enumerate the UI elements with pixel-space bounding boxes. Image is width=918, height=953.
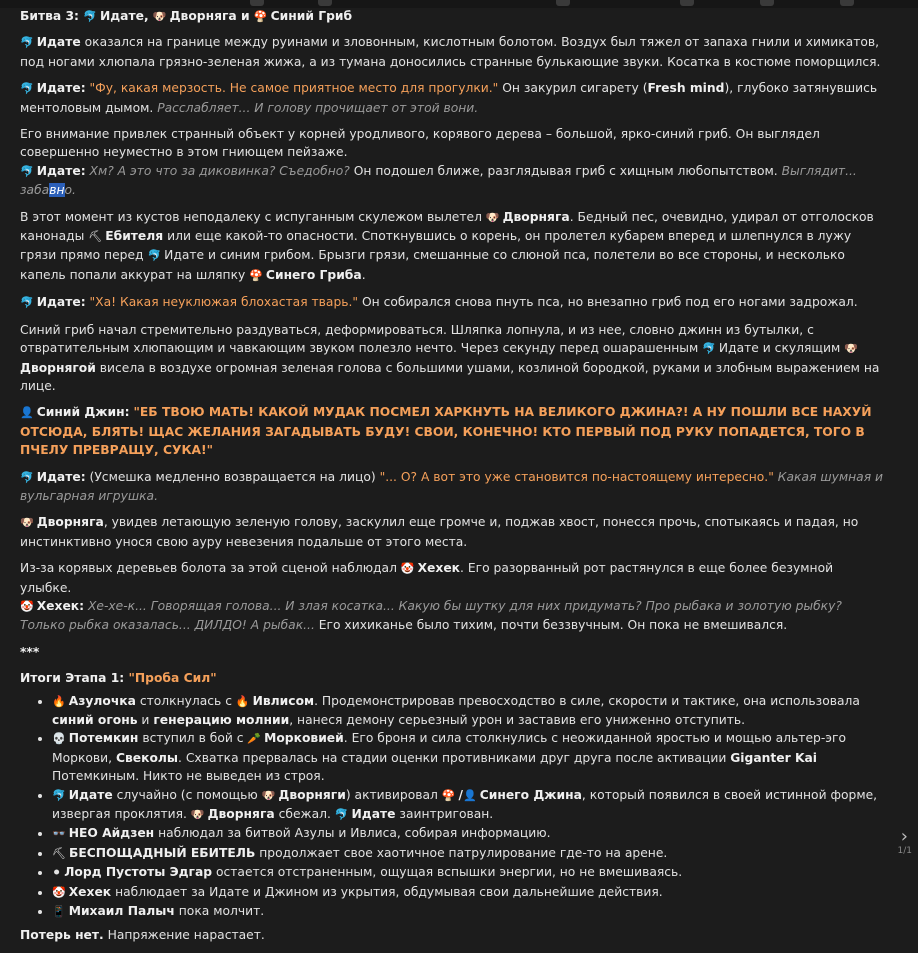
paragraph-7	[20, 403, 888, 459]
whale-icon: 🐬	[147, 249, 162, 263]
whale-icon: 🐬	[334, 808, 349, 822]
dog-icon: 🐶	[152, 10, 167, 23]
carrot-icon: 🥕	[247, 732, 262, 746]
whale-icon: 🐬	[52, 788, 66, 802]
paragraph-10	[20, 559, 888, 635]
toolbar-button-icon[interactable]	[840, 0, 854, 6]
narration: вступил в бой с	[138, 731, 248, 746]
list-item	[52, 883, 888, 902]
thought-text: Выглядит... заба	[20, 163, 857, 198]
char-name: Идате	[351, 807, 396, 822]
paragraph-2	[20, 79, 888, 117]
summary-list	[20, 692, 888, 922]
char-name: Лорд Пустоты Эдгар	[64, 865, 213, 880]
paragraph-6	[20, 321, 888, 396]
mushroom-icon: 🍄	[441, 788, 456, 802]
char-name: Синего Гриба	[265, 267, 362, 282]
summary-heading	[20, 669, 888, 687]
whale-icon: 🐬	[20, 164, 34, 178]
char-name: Идате	[68, 787, 113, 802]
narration: случайно (с помощью	[112, 787, 262, 802]
narration: наблюдал за битвой Азулы и Ивлиса, собирая информацию.	[154, 826, 551, 841]
footer-bold: Потерь нет.	[20, 928, 104, 943]
dog-icon: 🐶	[261, 788, 276, 802]
dog-icon: 🐶	[844, 342, 858, 356]
title-idate: Идате	[99, 9, 144, 23]
char-name: Дворняга	[207, 807, 275, 822]
list-item	[52, 824, 888, 843]
title-and: и	[236, 9, 254, 23]
char-name: Дворняга	[36, 515, 104, 530]
clown-icon: 🤡	[400, 562, 415, 576]
narration: Он подошел ближе, разглядывая гриб с хищным любопытством.	[349, 163, 782, 178]
fire-icon: 🔥	[235, 694, 250, 708]
dog-icon: 🐶	[20, 516, 34, 530]
narration: , нанеся демону серьезный урон и заставив его униженно отступить.	[289, 713, 746, 727]
genie-icon: 👤	[20, 406, 34, 420]
narration: . Его разорванный рот растянулся в еще более безумной улыбке.	[20, 561, 834, 595]
skull-icon: 💀	[52, 732, 66, 746]
list-item	[52, 692, 888, 730]
title-comma: ,	[143, 9, 153, 23]
char-name: Ебителя	[105, 229, 164, 244]
clown-icon: 🤡	[20, 599, 34, 613]
narration: или еще какой-то опасности. Споткнувшись о корень, он пролетел кубарем вперед и шлепнулся в лужу грязи прямо перед	[20, 229, 852, 263]
toolbar-button-icon[interactable]	[250, 0, 264, 6]
battle-title	[20, 7, 888, 26]
char-name: Хехек	[68, 884, 112, 899]
narration: Он закурил сигарету (	[498, 81, 648, 96]
ability-name: Giganter Kai	[730, 750, 817, 765]
narration: ) активировал	[345, 787, 442, 802]
char-name: Дворняги	[278, 787, 346, 802]
mushroom-icon: 🍄	[253, 10, 268, 23]
char-name: Хехек	[417, 561, 461, 576]
narration: сбежал.	[274, 807, 335, 822]
narration: . Бедный пес, очевидно, удирал от отголосков канонады	[20, 209, 874, 244]
narration: . Его броня и сила столкнулись с неожиданной яростью и мощью альтер-эго Моркови,	[52, 731, 846, 765]
pickaxe-icon: ⛏	[52, 846, 66, 860]
separator	[20, 643, 888, 661]
clown-icon: 🤡	[52, 885, 66, 899]
chevron-right-icon[interactable]: ›	[900, 826, 908, 847]
dialogue-quote: "... О? А вот это уже становится по-настоящему интересно."	[379, 469, 774, 484]
title-dvornyaga: Дворняга	[169, 9, 237, 23]
whale-icon: 🐬	[702, 342, 716, 356]
void-orb-icon: ⚫	[52, 866, 62, 880]
whale-icon: 🐬	[20, 36, 34, 50]
footer-text: Напряжение нарастает.	[103, 928, 265, 943]
char-name: Азулочка	[68, 693, 136, 708]
narration: ), глубоко затянувшись ментоловым дымом.	[20, 81, 878, 115]
toolbar-button-icon[interactable]	[556, 0, 570, 6]
glasses-icon: 👓	[52, 827, 66, 841]
narration: . Схватка прервалась на стадии оценки противниками друг друга после активации	[178, 750, 731, 765]
message-content	[20, 7, 888, 953]
narration: .	[361, 267, 366, 282]
dialogue-quote: "ЕБ ТВОЮ МАТЬ! КАКОЙ МУДАК ПОСМЕЛ ХАРКНУТЬ НА ВЕЛИКОГО ДЖИНА?! А НУ ПОШЛИ ВСЕ НАХУЙ ОТСЮДА, БЛЯТЬ! ЩАС ЖЕЛАНИЯ ЗАГАДЫВАТЬ БУДУ! СВОИ, КОНЕЧНО! КТО ПЕРВЫЙ ПОД РУКУ ПОПАДЕТСЯ, ТОГО В ПЧЕЛУ ПРЕВРАЩУ, СУКА!"	[20, 405, 872, 458]
footer-line	[20, 926, 888, 944]
char-name: Дворняга	[502, 209, 570, 224]
narration: Он собирался снова пнуть пса, но внезапно гриб под его ногами задрожал.	[358, 295, 858, 310]
pickaxe-icon: ⛏	[88, 230, 103, 244]
list-item	[52, 844, 888, 863]
list-item	[52, 729, 888, 785]
char-name: Идате:	[36, 163, 86, 178]
char-name: Хехек:	[36, 598, 85, 613]
title-prefix: Битва 3:	[20, 9, 84, 23]
char-name: БЕСПОЩАДНЫЙ ЕБИТЕЛЬ	[68, 845, 256, 860]
narration: Синий гриб начал стремительно раздуваться, деформироваться. Шляпка лопнула, и из нее, словно джинн из бутылки, с отвратительным хлюпающим и чавкающим звуком полезло нечто. Через секунду перед ошарашенным	[20, 322, 814, 356]
char-name: Свеколы	[115, 750, 179, 765]
char-name: Идате:	[36, 469, 86, 484]
thought-text: Какая шумная и вульгарная игрушка.	[20, 469, 883, 503]
paragraph-5	[20, 293, 888, 312]
narration: и скулящим	[758, 341, 845, 356]
paragraph-8	[20, 468, 888, 506]
char-name: Идате:	[36, 295, 86, 310]
list-item	[52, 902, 888, 921]
narration: (Усмешка медленно возвращается на лицо)	[85, 469, 380, 484]
narration: заинтригован.	[395, 807, 494, 822]
narration: , который появился в своей истинной форме, извергая проклятия.	[52, 787, 878, 822]
narration: и синим грибом. Брызги грязи, смешанные со слюной пса, полетели во все стороны, и несколько капель попали аккурат на шляпку	[20, 248, 845, 282]
paragraph-9	[20, 513, 888, 551]
title-grib: Синий Гриб	[270, 9, 353, 23]
page-indicator: 1/1	[897, 845, 912, 856]
narration: В этот момент из кустов неподалеку с испуганным скулежом вылетел	[20, 209, 486, 224]
toolbar-button-icon[interactable]	[680, 0, 694, 6]
narration: столкнулась с	[135, 693, 236, 708]
toolbar-button-icon[interactable]	[760, 0, 774, 6]
whale-icon: 🐬	[20, 470, 34, 484]
narration: остается отстраненным, ощущая вспышки энергии, но не вмешиваясь.	[212, 865, 683, 880]
char-name: Синего Джина	[479, 787, 582, 802]
stage-name: "Проба Сил"	[128, 671, 217, 686]
phone-icon: 📱	[52, 905, 66, 919]
narration: Из-за корявых деревьев болота за этой сценой наблюдал	[20, 561, 401, 576]
narration: . Продемонстрировав превосходство в силе, скорости и тактике, она использовала	[314, 693, 860, 708]
narration: Потемкиным. Никто не выведен из строя.	[52, 769, 325, 784]
char-name: Потемкин	[68, 731, 139, 746]
char-name: Идате	[36, 35, 81, 50]
list-item	[52, 786, 888, 825]
narration: Его хихиканье было тихим, почти беззвучным. Он пока не вмешивался.	[314, 618, 788, 633]
char-name-plain: Идате	[718, 341, 759, 356]
fire-icon: 🔥	[52, 694, 66, 708]
ability-name: синий огонь	[52, 713, 138, 727]
char-name: Михаил Палыч	[68, 904, 175, 919]
brand-name: Fresh mind	[647, 81, 725, 96]
whale-icon: 🐬	[83, 10, 97, 23]
char-name: Синий Джин:	[36, 405, 130, 420]
narration: висела в воздухе огромная зеленая голова с большими ушами, козлиной бородкой, руками и злобным выражением на лице.	[20, 360, 880, 393]
slash: /	[458, 787, 463, 802]
dog-icon: 🐶	[190, 808, 205, 822]
narration: наблюдает за Идате и Джином из укрытия, обдумывая свои дальнейшие действия.	[111, 884, 663, 899]
narration: оказался на границе между руинами и зловонным, кислотным болотом. Воздух был тяжел от запаха гнили и химикатов, под ногами хлюпала грязно-зеленая жижа, а из тумана доносились странные булькающие звуки. Косатка в костюме поморщился.	[20, 35, 881, 69]
text-selection[interactable]: вн	[49, 183, 65, 198]
paragraph-3	[20, 125, 888, 200]
paragraph-4	[20, 208, 888, 286]
list-item	[52, 863, 888, 882]
char-name: Дворнягой	[20, 360, 96, 375]
thought-text: Хм? А это что за диковинка? Съедобно?	[89, 163, 350, 178]
narration: , увидев летающую зеленую голову, заскулил еще громче и, поджав хвост, понесся прочь, спотыкаясь и падая, но инстинктивно унося свою ауру невезения подальше от этого места.	[20, 515, 859, 549]
narration: и	[137, 713, 154, 727]
dog-icon: 🐶	[485, 210, 500, 224]
mushroom-icon: 🍄	[249, 268, 263, 282]
thought-text: Расслабляет... И голову прочищает от этой вони.	[157, 100, 479, 115]
char-name: Ивлисом	[252, 693, 315, 708]
narration: продолжает свое хаотичное патрулирование где-то на арене.	[255, 845, 668, 860]
toolbar-button-icon[interactable]	[318, 0, 332, 6]
summary-label: Итоги Этапа 1:	[20, 671, 129, 686]
thought-text: о.	[64, 183, 76, 198]
whale-icon: 🐬	[20, 82, 34, 96]
char-name: Идате:	[36, 81, 86, 96]
char-name: НЕО Айдзен	[68, 826, 155, 841]
ability-name: генерацию молнии	[153, 713, 290, 727]
paragraph-1	[20, 33, 888, 71]
genie-icon: 👤	[462, 788, 477, 802]
dialogue-quote: "Ха! Какая неуклюжая блохастая тварь."	[89, 295, 359, 310]
dialogue-quote: "Фу, какая мерзость. Не самое приятное место для прогулки."	[89, 81, 499, 96]
narration: пока молчит.	[174, 904, 265, 919]
char-name-plain: Идате	[164, 248, 205, 263]
thought-text: Хе-хе-к... Говорящая голова... И злая косатка... Какую бы шутку для них придумать? Про рыбака и золотую рыбку? Только рыбка оказалась... ДИЛДО! А рыбак...	[20, 598, 842, 633]
separator-text: ***	[20, 644, 40, 659]
whale-icon: 🐬	[20, 296, 34, 310]
char-name: Морковией	[264, 731, 344, 746]
narration: Его внимание привлек странный объект у корней уродливого, корявого дерева – большой, ярко-синий гриб. Он выглядел совершенно неуместно в этом гниющем пейзаже.	[20, 127, 820, 160]
